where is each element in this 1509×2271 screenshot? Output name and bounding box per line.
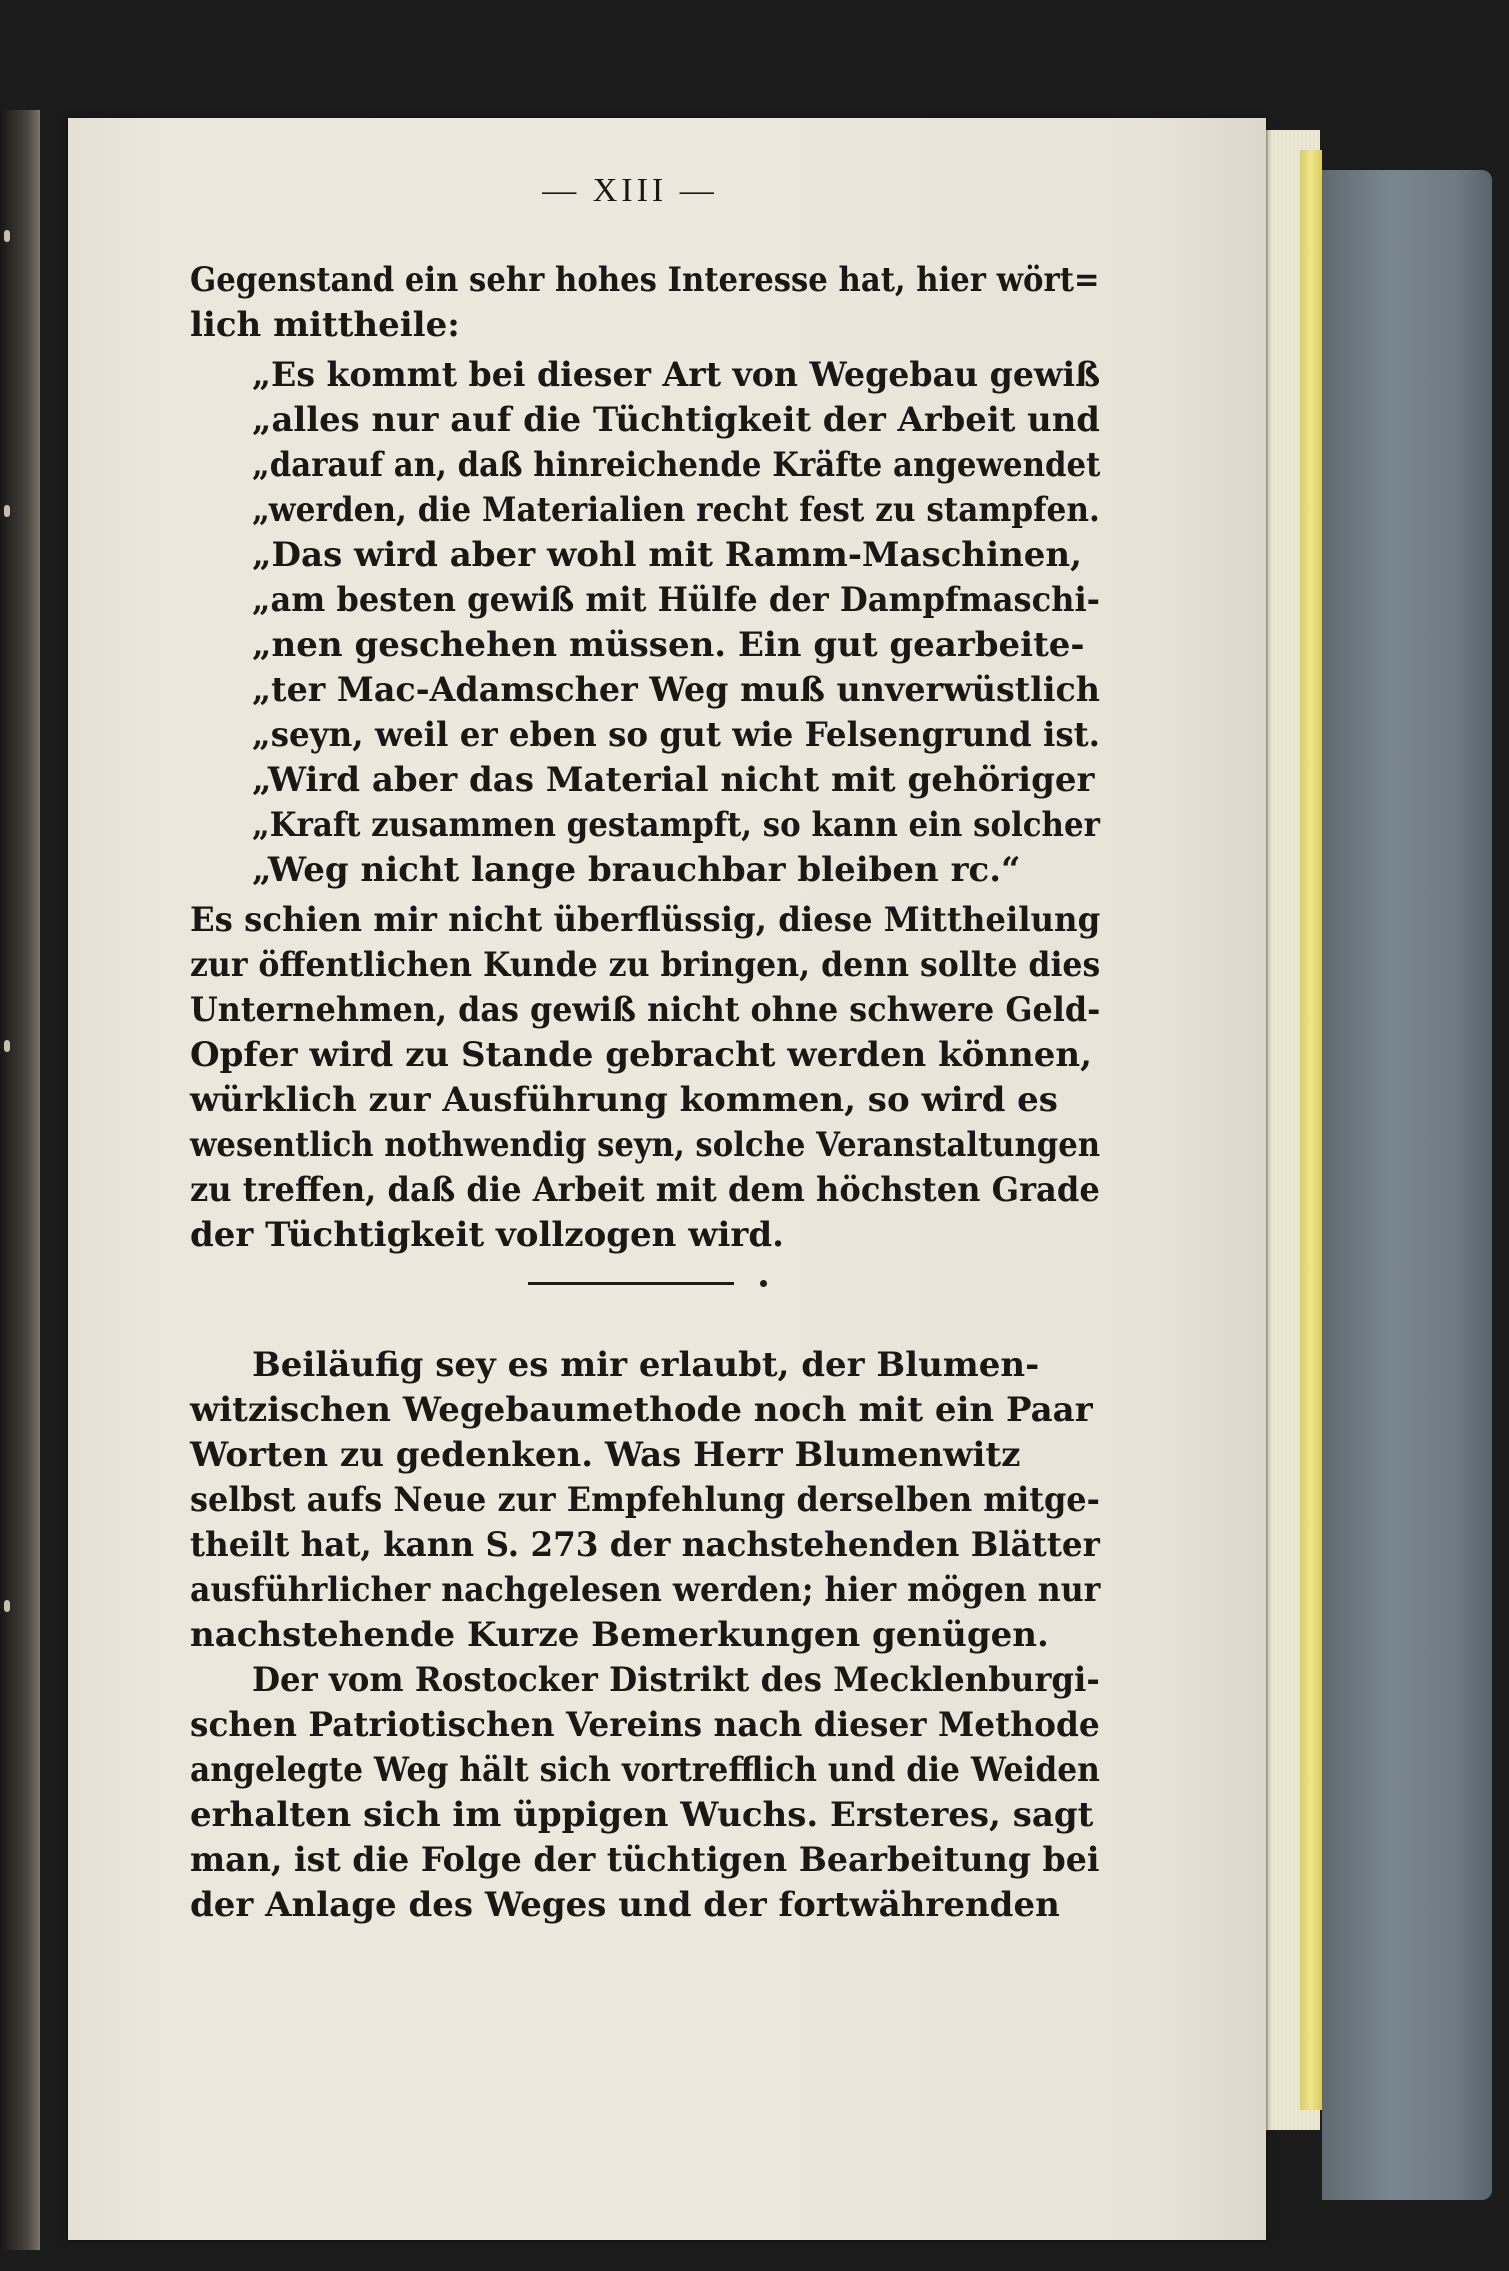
text-line: schen Patriotischen Vereins nach dieser Methode [190,1705,1100,1745]
text-line: erhalten sich im üppigen Wuchs. Ersteres, sagt [190,1795,1094,1835]
divider-dot [760,1280,767,1287]
text-line: „Das wird aber wohl mit Ramm-Maschinen, [252,535,1082,575]
text-line: „ter Mac-Adamscher Weg muß unverwüstlich [252,670,1101,710]
text-line: „Kraft zusammen gestampft, so kann ein solcher [252,805,1100,845]
text-line: „nen geschehen müssen. Ein gut gearbeite- [252,625,1085,665]
text-line: Es schien mir nicht überflüssig, diese Mittheilung [190,900,1101,940]
text-line: wesentlich nothwendig seyn, solche Veranstaltungen [190,1125,1101,1165]
text-line: „seyn, weil er eben so gut wie Felsengrund ist. [252,715,1101,755]
text-line: Worten zu gedenken. Was Herr Blumenwitz [190,1435,1021,1475]
text-line: Unternehmen, das gewiß nicht ohne schwere Geld- [190,990,1101,1030]
text-line: witzischen Wegebaumethode noch mit ein Paar [190,1390,1093,1430]
text-line: ausführlicher nachgelesen werden; hier mögen nur [190,1570,1101,1610]
text-line: „am besten gewiß mit Hülfe der Dampfmaschi- [252,580,1101,620]
text-line: „darauf an, daß hinreichende Kräfte angewendet [252,445,1101,485]
text-line: „Es kommt bei dieser Art von Wegebau gewiß [252,355,1101,395]
section-divider [528,1282,734,1285]
text-line: man, ist die Folge der tüchtigen Bearbeitung bei [190,1840,1100,1880]
text-line: lich mittheile: [190,305,460,345]
text-line: Der vom Rostocker Distrikt des Mecklenburgi- [252,1660,1100,1700]
text-line: angelegte Weg hält sich vortrefflich und die Weiden [190,1750,1100,1790]
text-line: Gegenstand ein sehr hohes Interesse hat, hier wört= [190,260,1100,300]
text-line: „werden, die Materialien recht fest zu stampfen. [252,490,1100,530]
text-line: zu treffen, daß die Arbeit mit dem höchsten Grade [190,1170,1100,1210]
text-line: Beiläufig sey es mir erlaubt, der Blumen- [252,1345,1040,1385]
text-line: Opfer wird zu Stande gebracht werden können, [190,1035,1092,1075]
text-line: der Anlage des Weges und der fortwährenden [190,1885,1060,1925]
text-line: „Weg nicht lange brauchbar bleiben rc.“ [252,850,1021,890]
text-line: zur öffentlichen Kunde zu bringen, denn sollte dies [190,945,1101,985]
text-line: der Tüchtigkeit vollzogen wird. [190,1215,784,1255]
text-line: „alles nur auf die Tüchtigkeit der Arbeit und [252,400,1100,440]
text-line: „Wird aber das Material nicht mit gehöriger [252,760,1095,800]
page-number: — XIII — [542,172,718,209]
text-line: nachstehende Kurze Bemerkungen genügen. [190,1615,1049,1655]
text-line: selbst aufs Neue zur Empfehlung derselben mitge- [190,1480,1100,1520]
text-line: theilt hat, kann S. 273 der nachstehenden Blätter [190,1525,1100,1565]
text-line: würklich zur Ausführung kommen, so wird es [190,1080,1058,1120]
